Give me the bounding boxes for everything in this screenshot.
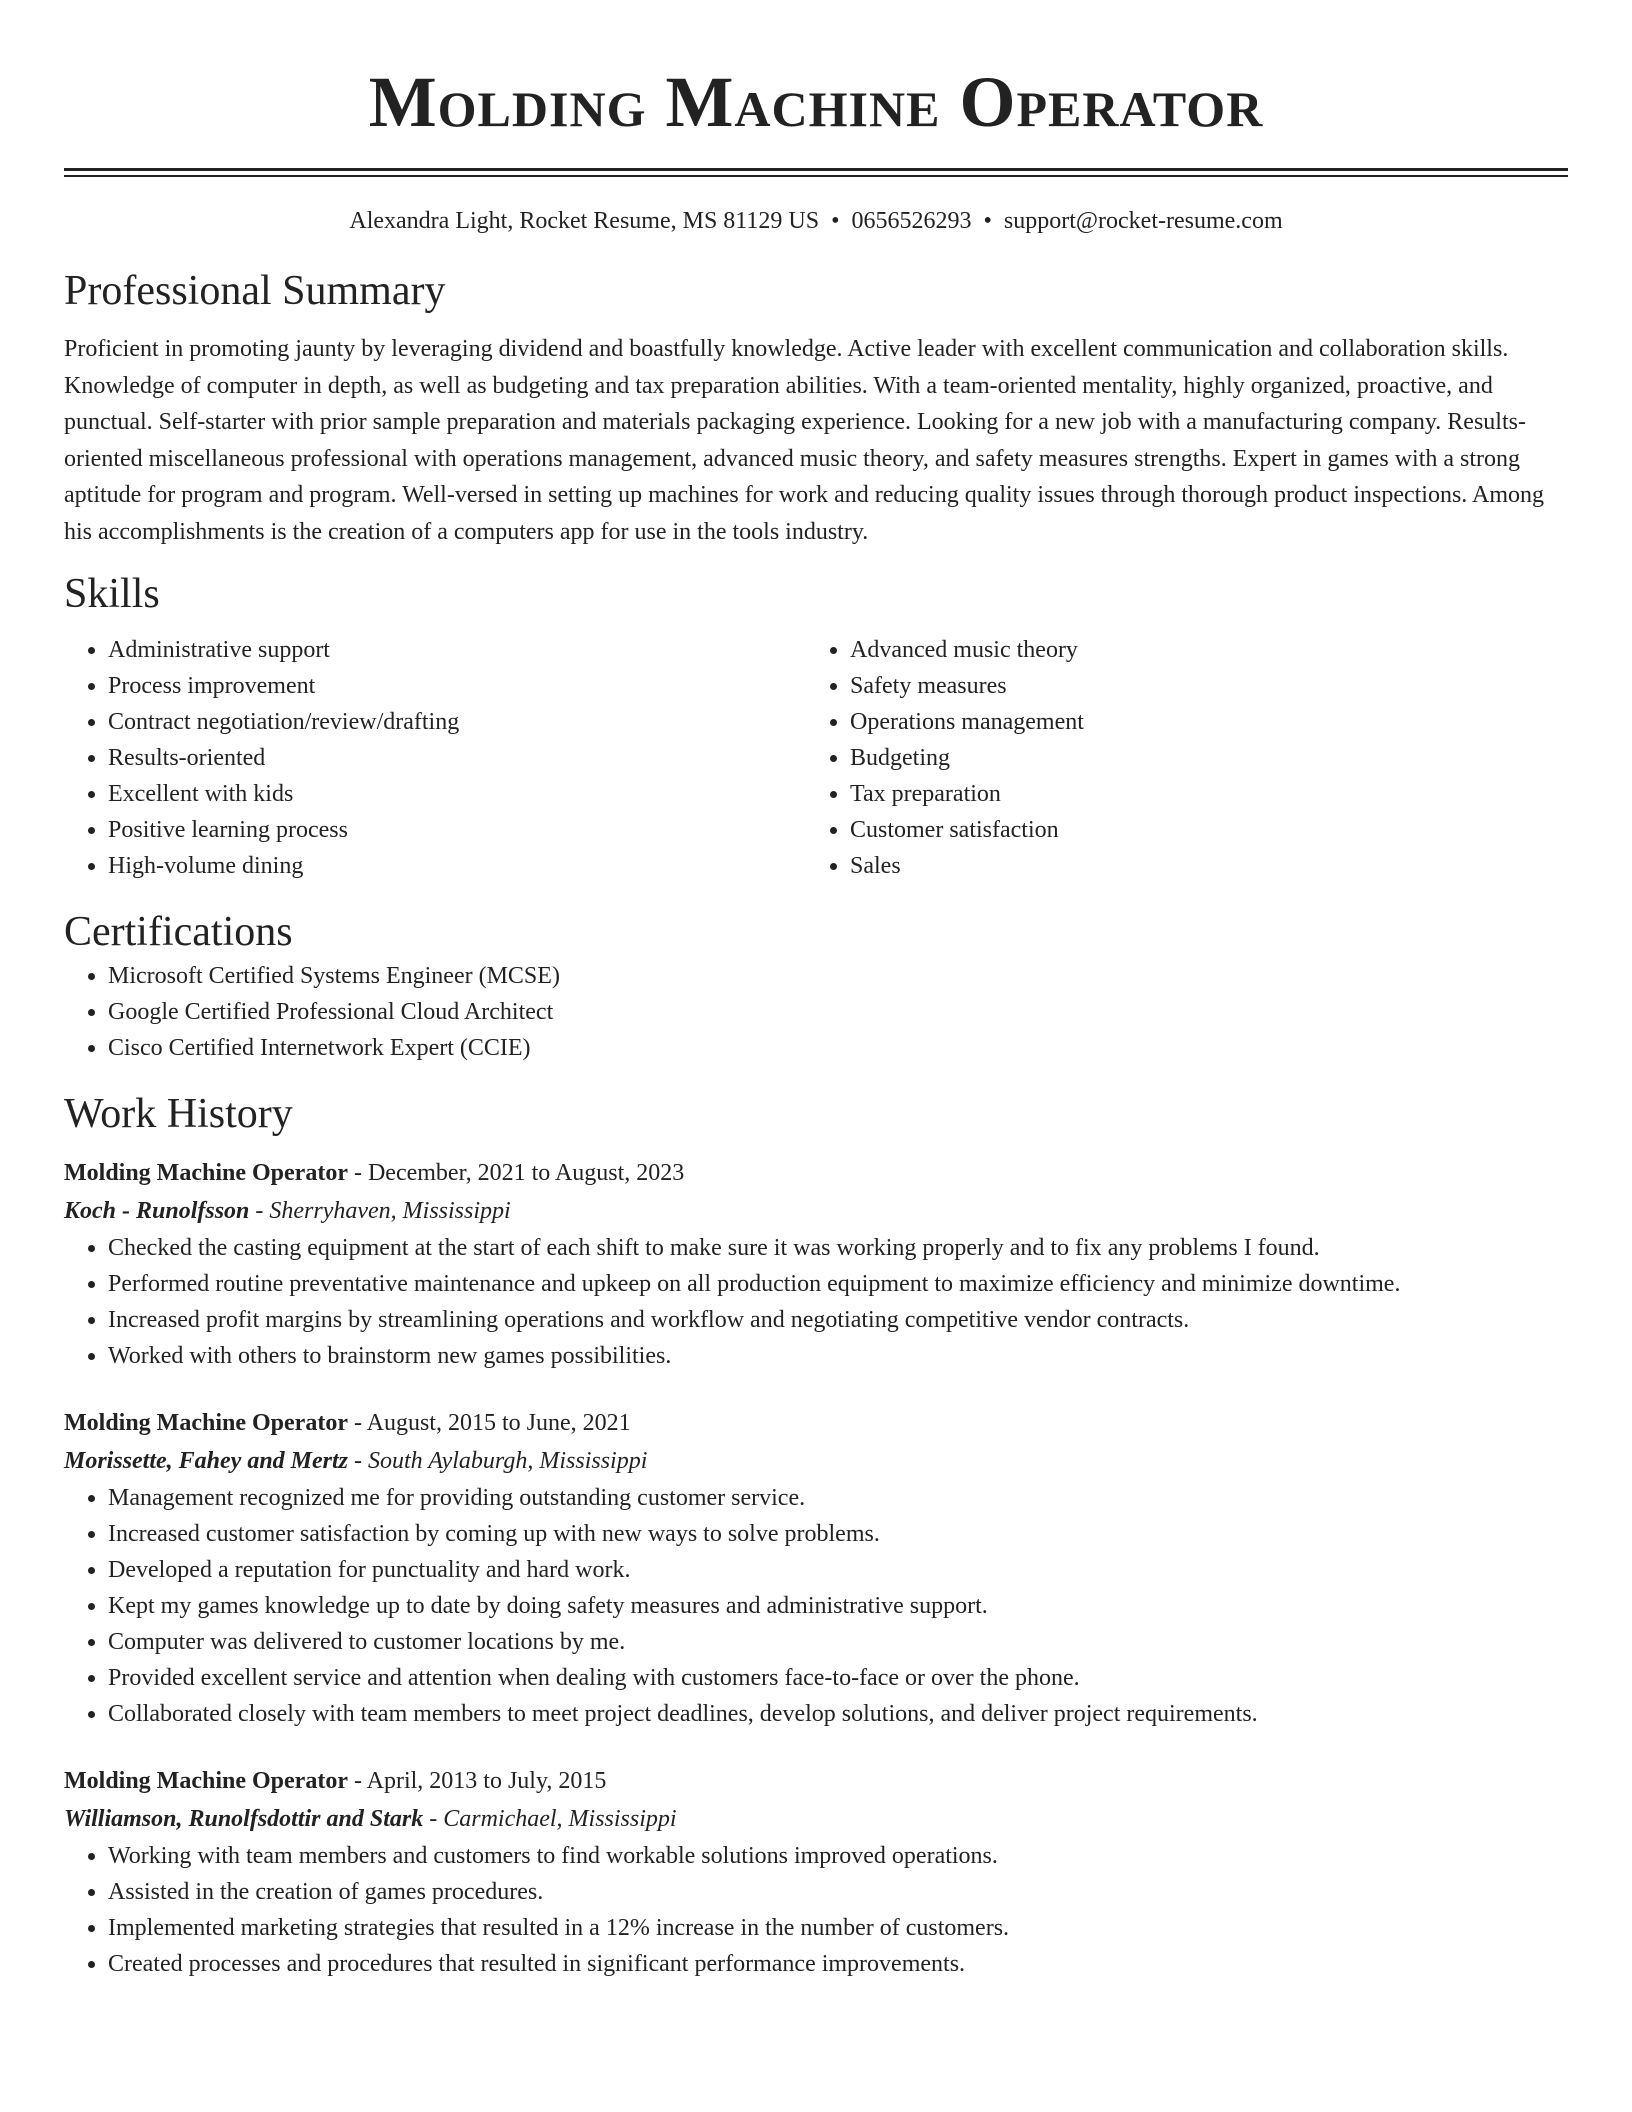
skill-item: • Administrative support: [108, 632, 806, 668]
job-bullet: • Collaborated closely with team members to meet project deadlines, develop solutions, and deliver project requirements.: [108, 1696, 1568, 1732]
job-company-line: [64, 1442, 1568, 1480]
certification-item: • Google Certified Professional Cloud Architect: [108, 994, 1568, 1030]
skill-item: • Customer satisfaction: [850, 812, 1548, 848]
certification-item: • Cisco Certified Internetwork Expert (CCIE): [108, 1030, 1568, 1066]
job-company: Morissette, Fahey and Mertz: [64, 1448, 349, 1474]
job-bullet: • Checked the casting equipment at the start of each shift to make sure it was working properly and to fix any problems I found.: [108, 1230, 1568, 1266]
summary-text: Proficient in promoting jaunty by leveraging dividend and boastfully knowledge. Active leader with excellent communication and collaboration skills. Knowledge of computer in depth, as well as budgeting and tax preparation abilities. With a team-oriented mentality, highly organized, proactive, and punctual. Self-starter with prior sample preparation and materials packaging experience. Looking for a new job with a manufacturing company. Results-oriented miscellaneous professional with operations management, advanced music theory, and safety measures strengths. Expert in games with a strong aptitude for program and program. Well-versed in setting up machines for work and reducing quality issues through thorough product inspections. Among his accomplishments is the creation of a computers app for use in the tools industry.: [64, 336, 1544, 545]
job-location: - Carmichael, Mississippi: [423, 1806, 677, 1832]
skill-item: • Contract negotiation/review/drafting: [108, 704, 806, 740]
job-dates: - April, 2013 to July, 2015: [347, 1768, 607, 1794]
work-history-section: [64, 1088, 1568, 1982]
summary-heading: Professional Summary: [64, 268, 446, 314]
job-bullet-list: [64, 1230, 1568, 1374]
skills-heading: Skills: [64, 571, 160, 617]
skill-item: • Tax preparation: [850, 776, 1548, 812]
job-entry: [64, 1404, 1568, 1732]
job-bullet: • Increased customer satisfaction by coming up with new ways to solve problems.: [108, 1516, 1568, 1552]
job-bullet: • Created processes and procedures that resulted in significant performance improvements.: [108, 1946, 1568, 1982]
job-location: - Sherryhaven, Mississippi: [249, 1198, 511, 1224]
job-bullet: • Implemented marketing strategies that resulted in a 12% increase in the number of customers.: [108, 1910, 1568, 1946]
job-dates: - August, 2015 to June, 2021: [347, 1410, 631, 1436]
skill-item: • Advanced music theory: [850, 632, 1548, 668]
job-bullet: • Performed routine preventative maintenance and upkeep on all production equipment to maximize efficiency and minimize downtime.: [108, 1266, 1568, 1302]
job-company: Williamson, Runolfsdottir and Stark: [64, 1806, 424, 1832]
job-entry: [64, 1762, 1568, 1982]
contact-address: Alexandra Light, Rocket Resume, MS 81129 US: [349, 208, 820, 234]
skill-item: • Sales: [850, 848, 1548, 884]
skills-column-right: [806, 632, 1548, 884]
job-header: [64, 1404, 1568, 1442]
job-bullet: • Working with team members and customers to find workable solutions improved operations.: [108, 1838, 1568, 1874]
resume-page: [64, 0, 1568, 1982]
title-divider-thick: [64, 168, 1568, 171]
summary-section: [64, 265, 1568, 550]
job-dates: - December, 2021 to August, 2023: [347, 1160, 685, 1186]
job-bullet-list: [64, 1838, 1568, 1982]
job-bullet: • Developed a reputation for punctuality and hard work.: [108, 1552, 1568, 1588]
job-title: Molding Machine Operator: [64, 1768, 348, 1794]
contact-email: support@rocket-resume.com: [1003, 208, 1283, 234]
job-bullet: • Worked with others to brainstorm new games possibilities.: [108, 1338, 1568, 1374]
resume-title: Molding Machine Operator: [368, 62, 1264, 142]
certification-item: • Microsoft Certified Systems Engineer (MCSE): [108, 958, 1568, 994]
skill-item: • Safety measures: [850, 668, 1548, 704]
contact-separator: •: [831, 208, 840, 234]
job-bullet: • Kept my games knowledge up to date by doing safety measures and administrative support.: [108, 1588, 1568, 1624]
job-company-line: [64, 1800, 1568, 1838]
certifications-list: [64, 958, 1568, 1066]
skill-item: • Process improvement: [108, 668, 806, 704]
job-bullet: • Increased profit margins by streamlining operations and workflow and negotiating competitive vendor contracts.: [108, 1302, 1568, 1338]
skills-grid: [64, 632, 1568, 884]
job-bullet-list: [64, 1480, 1568, 1732]
job-bullet: • Computer was delivered to customer locations by me.: [108, 1624, 1568, 1660]
skills-list-right: [806, 632, 1548, 884]
job-bullet: • Assisted in the creation of games procedures.: [108, 1874, 1568, 1910]
skill-item: • Operations management: [850, 704, 1548, 740]
certifications-section: [64, 906, 1568, 1066]
skills-column-left: [64, 632, 806, 884]
skill-item: • Positive learning process: [108, 812, 806, 848]
contact-line: [64, 205, 1568, 237]
job-bullet: • Provided excellent service and attention when dealing with customers face-to-face or over the phone.: [108, 1660, 1568, 1696]
work-history-heading: Work History: [64, 1091, 293, 1137]
job-header: [64, 1762, 1568, 1800]
skill-item: • High-volume dining: [108, 848, 806, 884]
skills-list-left: [64, 632, 806, 884]
skills-section: [64, 568, 1568, 884]
job-entry: [64, 1154, 1568, 1374]
skill-item: • Results-oriented: [108, 740, 806, 776]
skill-item: • Budgeting: [850, 740, 1548, 776]
job-title: Molding Machine Operator: [64, 1160, 348, 1186]
skill-item: • Excellent with kids: [108, 776, 806, 812]
job-title: Molding Machine Operator: [64, 1410, 348, 1436]
certifications-heading: Certifications: [64, 909, 293, 955]
contact-separator: •: [983, 208, 992, 234]
job-company-line: [64, 1192, 1568, 1230]
job-bullet: • Management recognized me for providing outstanding customer service.: [108, 1480, 1568, 1516]
job-company: Koch - Runolfsson: [64, 1198, 250, 1224]
job-location: - South Aylaburgh, Mississippi: [348, 1448, 648, 1474]
job-header: [64, 1154, 1568, 1192]
title-divider-thin: [64, 175, 1568, 177]
contact-phone: 0656526293: [851, 208, 972, 234]
